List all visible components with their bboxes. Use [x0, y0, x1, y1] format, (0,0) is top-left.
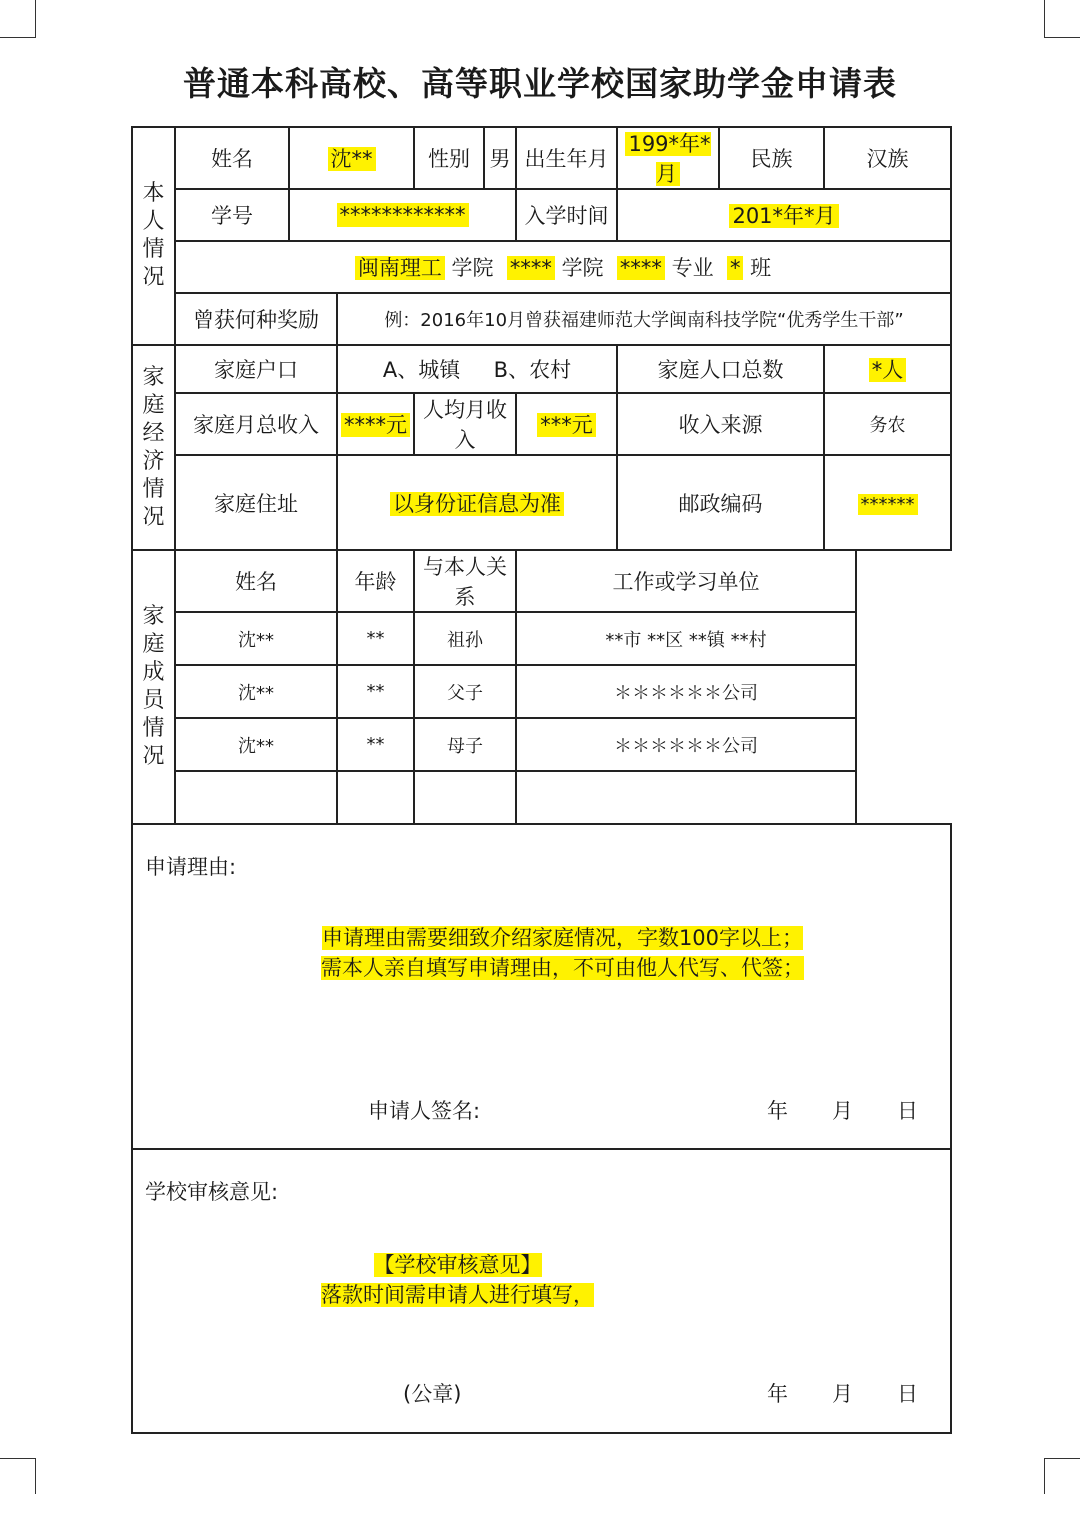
date-day: 日 — [897, 1382, 918, 1406]
reason-instruction-line: 需本人亲自填写申请理由，不可由他人代写、代签； — [321, 956, 804, 980]
date-year: 年 — [767, 1099, 788, 1123]
member-row — [132, 718, 951, 771]
ethnic-field[interactable]: 汉族 — [824, 127, 951, 189]
crop-mark-tl-v — [35, 0, 36, 38]
member-name-cell[interactable]: 沈** — [175, 665, 337, 718]
member-age-cell[interactable] — [337, 771, 414, 824]
review-label: 学校审核意见: — [145, 1180, 279, 1204]
class-word: 班 — [750, 256, 772, 280]
gender-label: 性别 — [414, 127, 484, 189]
member-age-cell[interactable]: ** — [337, 718, 414, 771]
member-workplace-cell[interactable] — [516, 771, 856, 824]
member-header-workplace: 工作或学习单位 — [516, 550, 856, 612]
crop-mark-tl-h — [0, 37, 36, 38]
section-family-members: 家 庭 成 员 情 况 — [132, 550, 175, 824]
date-month: 月 — [832, 1099, 853, 1123]
per-capita-label: 人均月收入 — [414, 393, 516, 455]
date-year: 年 — [767, 1382, 788, 1406]
address-label: 家庭住址 — [175, 455, 337, 550]
crop-mark-bl-h — [0, 1458, 36, 1459]
review-instruction-line: 落款时间需申请人进行填写， — [321, 1283, 594, 1307]
section-personal: 本 人 情 况 — [132, 127, 175, 345]
name-field[interactable] — [289, 127, 414, 189]
family-size-field[interactable] — [824, 345, 951, 393]
enroll-field[interactable] — [617, 189, 951, 241]
birth-label: 出生年月 — [516, 127, 617, 189]
birth-value: 199*年*月 — [625, 132, 710, 186]
member-name-cell[interactable] — [175, 771, 337, 824]
member-workplace-cell[interactable]: ＊＊＊＊＊＊公司 — [516, 718, 856, 771]
zip-value: ****** — [858, 494, 918, 515]
family-size-label: 家庭人口总数 — [617, 345, 824, 393]
member-relation-cell[interactable] — [414, 771, 516, 824]
reason-instructions — [321, 923, 804, 983]
official-seal-label: (公章) — [403, 1382, 462, 1406]
student-id-field[interactable] — [289, 189, 516, 241]
zip-label: 邮政编码 — [617, 455, 824, 550]
section-family-economy: 家 庭 经 济 情 况 — [132, 345, 175, 550]
major-value: **** — [617, 256, 665, 280]
member-header-age: 年龄 — [337, 550, 414, 612]
date-day: 日 — [897, 1099, 918, 1123]
member-name-cell[interactable]: 沈** — [175, 612, 337, 665]
member-name-cell[interactable]: 沈** — [175, 718, 337, 771]
member-row — [132, 665, 951, 718]
member-row — [132, 612, 951, 665]
enroll-value: 201*年*月 — [729, 204, 838, 228]
per-capita-value: ***元 — [537, 413, 596, 437]
applicant-signature-label: 申请人签名: — [368, 1099, 481, 1123]
reason-instruction-line: 申请理由需要细致介绍家庭情况，字数100字以上； — [321, 926, 804, 950]
class-value: * — [727, 256, 744, 280]
hukou-label: 家庭户口 — [175, 345, 337, 393]
address-value: 以身份证信息为准 — [390, 492, 564, 516]
member-workplace-cell[interactable]: **市 **区 **镇 **村 — [516, 612, 856, 665]
member-relation-cell[interactable]: 母子 — [414, 718, 516, 771]
member-relation-cell[interactable]: 父子 — [414, 665, 516, 718]
hukou-options[interactable]: A、城镇 B、农村 — [337, 345, 617, 393]
crop-mark-br-h — [1044, 1458, 1080, 1459]
crop-mark-tr-h — [1044, 37, 1080, 38]
review-box[interactable] — [132, 1149, 951, 1433]
income-label: 家庭月总收入 — [175, 393, 337, 455]
school-value: 闽南理工 — [355, 256, 445, 280]
member-header-relation: 与本人关系 — [414, 550, 516, 612]
reason-box[interactable] — [132, 824, 951, 1149]
gender-field[interactable]: 男 — [484, 127, 516, 189]
ethnic-label: 民族 — [719, 127, 824, 189]
crop-mark-bl-v — [35, 1458, 36, 1494]
review-date — [723, 1378, 918, 1408]
review-instruction-line: 【学校审核意见】 — [373, 1253, 542, 1277]
college-word: 学院 — [561, 256, 604, 280]
student-id-value: ************ — [337, 203, 469, 227]
zip-field[interactable] — [824, 455, 951, 550]
family-size-value: *人 — [869, 358, 907, 382]
review-instructions — [321, 1250, 594, 1310]
member-workplace-cell[interactable]: ＊＊＊＊＊＊公司 — [516, 665, 856, 718]
member-age-cell[interactable]: ** — [337, 612, 414, 665]
income-value: ****元 — [341, 413, 410, 437]
form-title: 普通本科高校、高等职业学校国家助学金申请表 — [183, 64, 897, 103]
per-capita-field[interactable] — [516, 393, 617, 455]
reason-label: 申请理由: — [145, 855, 237, 879]
awards-field[interactable]: 例：2016年10月曾获福建师范大学闽南科技学院“优秀学生干部” — [337, 293, 951, 345]
member-row — [132, 771, 951, 824]
member-age-cell[interactable]: ** — [337, 665, 414, 718]
crop-mark-br-v — [1044, 1458, 1045, 1494]
crop-mark-tr-v — [1044, 0, 1045, 38]
birth-field[interactable] — [617, 127, 719, 189]
enroll-label: 入学时间 — [516, 189, 617, 241]
school-info-field[interactable] — [175, 241, 951, 293]
reason-date — [723, 1095, 918, 1125]
awards-label: 曾获何种奖励 — [175, 293, 337, 345]
member-header-name: 姓名 — [175, 550, 337, 612]
school-word: 学院 — [451, 256, 494, 280]
income-source-field[interactable]: 务农 — [824, 393, 951, 455]
address-field[interactable] — [337, 455, 617, 550]
income-field[interactable] — [337, 393, 414, 455]
name-label: 姓名 — [175, 127, 289, 189]
name-value: 沈** — [328, 147, 376, 171]
application-form-table — [131, 126, 952, 1434]
date-month: 月 — [832, 1382, 853, 1406]
student-id-label: 学号 — [175, 189, 289, 241]
income-source-label: 收入来源 — [617, 393, 824, 455]
college-value: **** — [507, 256, 555, 280]
member-relation-cell[interactable]: 祖孙 — [414, 612, 516, 665]
major-word: 专业 — [671, 256, 714, 280]
